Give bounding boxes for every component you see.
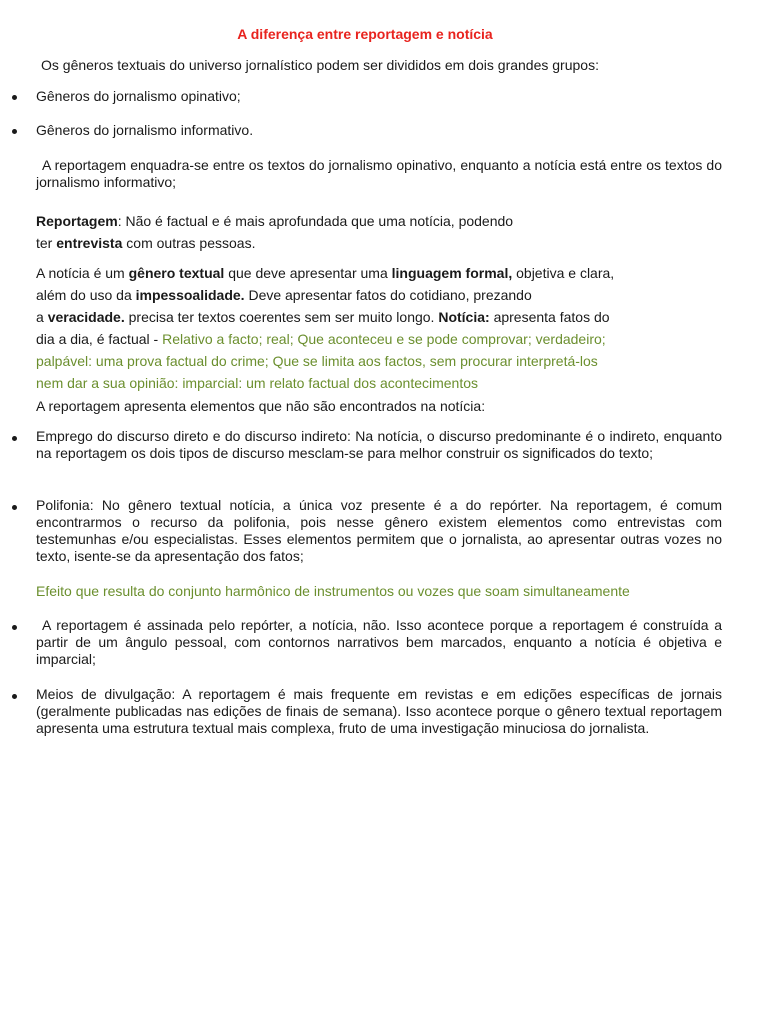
group-item-informativo: Gêneros do jornalismo informativo. xyxy=(36,122,254,138)
factual-definition: Relativo a facto; real; Que aconteceu e se pode comprovar; verdadeiro; xyxy=(162,331,606,347)
bullet-icon xyxy=(12,505,17,510)
document-title: A diferença entre reportagem e notícia xyxy=(237,26,493,42)
reportagem-term: Reportagem xyxy=(36,213,118,229)
reportagem-definition: Reportagem: Não é factual e é mais aprofundada que uma notícia, podendo ter entrevista com outras pessoas. xyxy=(36,213,514,251)
list-item-assinatura: A reportagem é assinada pelo repórter, a notícia, não. Isso acontece porque a reportagem é construída a partir de um ângulo pessoal, com contornos narrativos bem marcados, enquanto a notícia é objetiva e imparcial; xyxy=(36,617,722,667)
bullet-icon xyxy=(12,129,17,134)
elements-intro: A reportagem apresenta elementos que não são encontrados na notícia: xyxy=(36,398,486,414)
list-item-polifonia: Polifonia: No gênero textual notícia, a única voz presente é a do repórter. Na reportagem, é comum encontrarmos o recurso da polifonia, pois nesse gênero existem elementos como entrevistas com testemunhas e/ou especialistas. Esses elementos permitem que o jornalista, ao apresentar outras vozes no texto, isente-se da apresentação dos fatos; xyxy=(36,497,722,564)
bullet-icon xyxy=(12,694,17,699)
list-item-discurso: Emprego do discurso direto e do discurso indireto: Na notícia, o discurso predominante é o indireto, enquanto na reportagem os dois tipos de discurso mesclam-se para melhor construir os significados do texto; xyxy=(36,428,722,461)
polifonia-definition: Efeito que resulta do conjunto harmônico de instrumentos ou vozes que soam simultaneamente xyxy=(36,583,630,599)
bullet-icon xyxy=(12,436,17,441)
group-item-opinativo: Gêneros do jornalismo opinativo; xyxy=(36,88,241,104)
list-item-divulgacao: Meios de divulgação: A reportagem é mais frequente em revistas e em edições específicas de jornais (geralmente publicadas nas edições de finais de semana). Isso acontece porque o gênero textual reportagem apresenta uma estrutura textual mais complexa, fruto de uma investigação minuciosa do jornalista. xyxy=(36,686,722,736)
intro-paragraph: Os gêneros textuais do universo jornalístico podem ser divididos em dois grandes grupos: xyxy=(41,57,599,73)
entrevista-term: entrevista xyxy=(56,235,123,251)
bullet-icon xyxy=(12,95,17,100)
noticia-definition: A notícia é um gênero textual que deve apresentar uma linguagem formal, objetiva e clara, além do uso da impessoalidade. Deve apresentar fatos do cotidiano, prezando a veracidade. precisa ter textos coerentes sem ser muito longo. Notícia: apresenta fatos do dia a dia, é factual - Relativo a facto; real; Que aconteceu e se pode comprovar; verdadeiro; palpável: uma prova factual do crime; Que se limita aos factos, sem procurar interpretá-los nem dar a sua opinião: imparcial: um relato factual dos acontecimentos xyxy=(36,265,615,391)
comparison-paragraph: A reportagem enquadra-se entre os textos do jornalismo opinativo, enquanto a notícia está entre os textos do jornalismo informativo; xyxy=(36,157,722,190)
bullet-icon xyxy=(12,625,17,630)
